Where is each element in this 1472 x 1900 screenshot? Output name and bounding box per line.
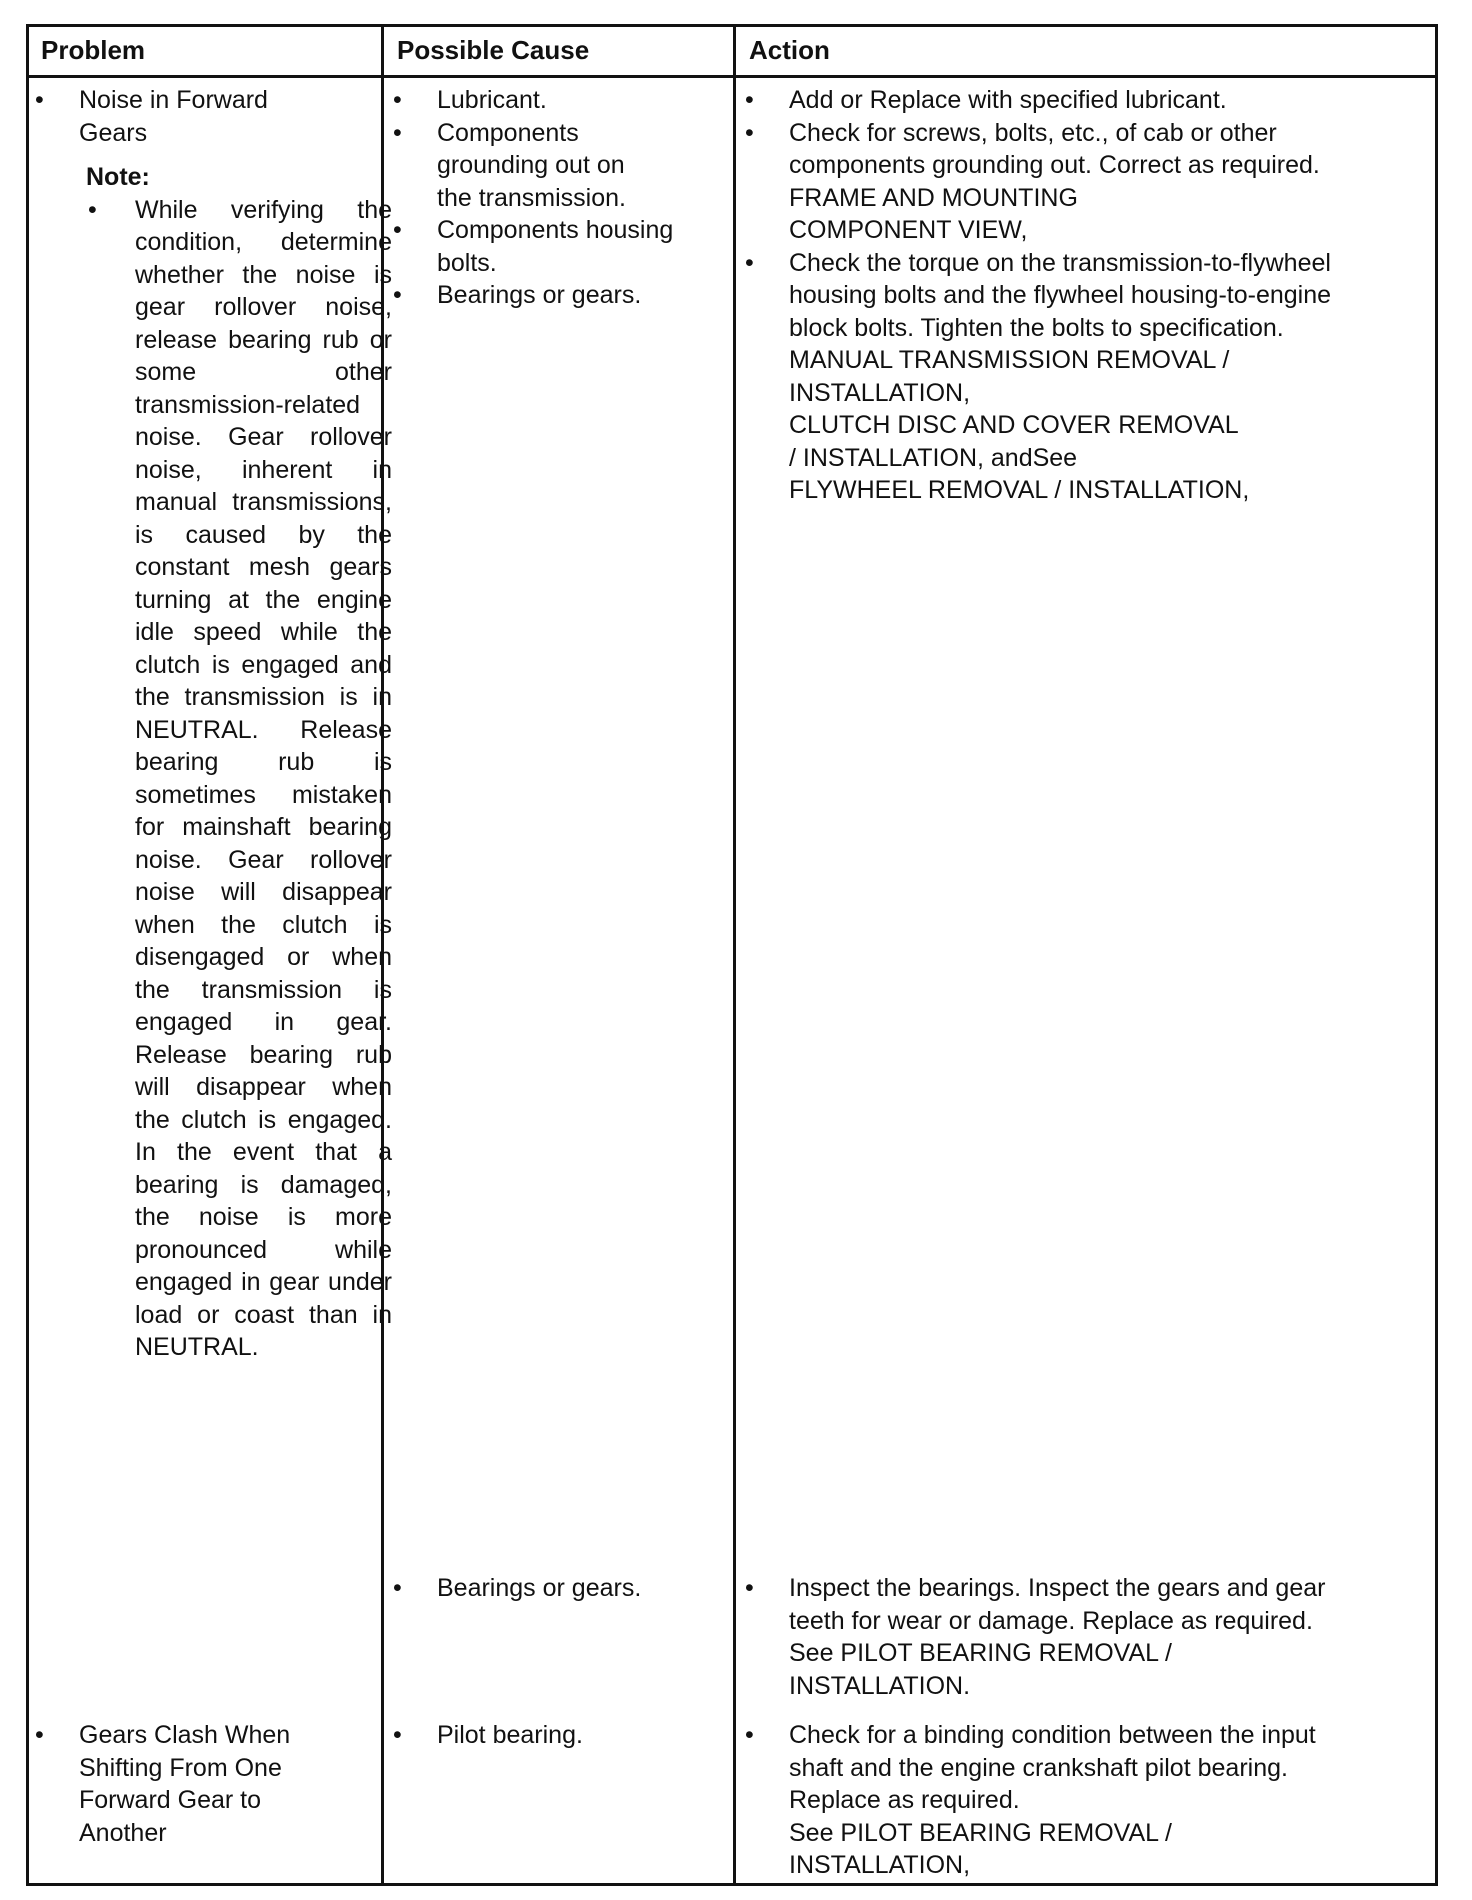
header-action: Action [749, 35, 830, 65]
bullet: • [745, 118, 754, 147]
action-text: Check the torque on the transmission-to-flywheel housing bolts and the flywheel housing-to-engine block bolts. Tighten the bolts to specification. MANUAL TRANSMISSION REMOVAL / INSTALLATION, CLUTCH DISC AND COVER REMOVAL / INSTALLATION, andSee FLYWHEEL REMOVAL / INSTALLATION, [789, 248, 1332, 504]
list-item [739, 117, 1429, 247]
header-problem: Problem [41, 35, 146, 65]
column-divider [733, 27, 736, 1883]
bullet: • [745, 1574, 754, 1602]
bullet: • [35, 1721, 44, 1749]
header-possible-cause: Possible Cause [397, 35, 590, 65]
bullet: • [35, 86, 44, 114]
bullet: • [393, 216, 402, 244]
list-item [29, 84, 359, 149]
bullet: • [393, 281, 402, 309]
cause-text: Components housing bolts. [437, 216, 674, 277]
action-cell [739, 1572, 1429, 1702]
action-text: Inspect the bearings. Inspect the gears and gear teeth for wear or damage. Replace as required. See PILOT BEARING REMOVAL / INSTALLATION. [789, 1574, 1326, 1700]
problem-cell [29, 1719, 359, 1849]
bullet: • [745, 248, 754, 277]
bullet: • [745, 1721, 754, 1749]
cause-text: Pilot bearing. [437, 1721, 583, 1749]
list-item [387, 279, 727, 312]
header-divider [29, 75, 1435, 78]
list-item [387, 84, 727, 117]
cause-cell [387, 1572, 727, 1605]
bullet: • [88, 195, 97, 224]
bullet: • [393, 1574, 402, 1602]
action-text: Add or Replace with specified lubricant. [789, 86, 1227, 114]
list-item [387, 117, 727, 215]
list-item [739, 1572, 1429, 1702]
action-cell [739, 84, 1429, 507]
note-block [86, 161, 392, 1364]
note-item [86, 194, 392, 1364]
bullet: • [745, 86, 754, 114]
list-item [29, 1719, 359, 1849]
troubleshooting-table [26, 24, 1438, 1886]
bullet: • [393, 1721, 402, 1749]
list-item [387, 1572, 727, 1605]
action-text: Check for screws, bolts, etc., of cab or other components grounding out. Correct as required. FRAME AND MOUNTING COMPONENT VIEW, [789, 118, 1320, 244]
bullet: • [393, 86, 402, 114]
list-item [387, 1719, 727, 1752]
note-title: Note: [86, 163, 150, 191]
list-item [739, 247, 1429, 507]
cause-text: Bearings or gears. [437, 1574, 642, 1602]
list-item [739, 1719, 1429, 1882]
cause-text: Lubricant. [437, 86, 547, 114]
bullet: • [393, 118, 402, 147]
problem-cell [29, 84, 359, 149]
list-item [739, 84, 1429, 117]
list-item [387, 214, 727, 279]
action-cell [739, 1719, 1429, 1882]
cause-cell [387, 84, 727, 312]
problem-text: Noise in Forward Gears [79, 86, 268, 147]
cause-cell [387, 1719, 727, 1752]
problem-text: Gears Clash When Shifting From One Forward Gear to Another [79, 1721, 291, 1847]
cause-text: Bearings or gears. [437, 281, 642, 309]
action-text: Check for a binding condition between the input shaft and the engine crankshaft pilot bearing. Replace as required. See PILOT BEARING REMOVAL / INSTALLATION, [789, 1721, 1316, 1879]
note-text: While verifying the condition, determine whether the noise is gear rollover noise, release bearing rub or some other transmission-related noise. Gear rollover noise, inherent in manual transmissions, is caused by the constant mesh gears turning at the engine idle speed while the clutch is engaged and the transmission is in NEUTRAL. Release bearing rub is sometimes mistaken for mainshaft bearing noise. Gear rollover noise will disappear when the clutch is disengaged or when the transmission is engaged in gear. Release bearing rub will disappear when the clutch is engaged. In the event that a bearing is damaged, the noise is more pronounced while engaged in gear under load or coast than in NEUTRAL. [135, 195, 392, 1361]
cause-text: Components grounding out on the transmission. [437, 118, 626, 212]
